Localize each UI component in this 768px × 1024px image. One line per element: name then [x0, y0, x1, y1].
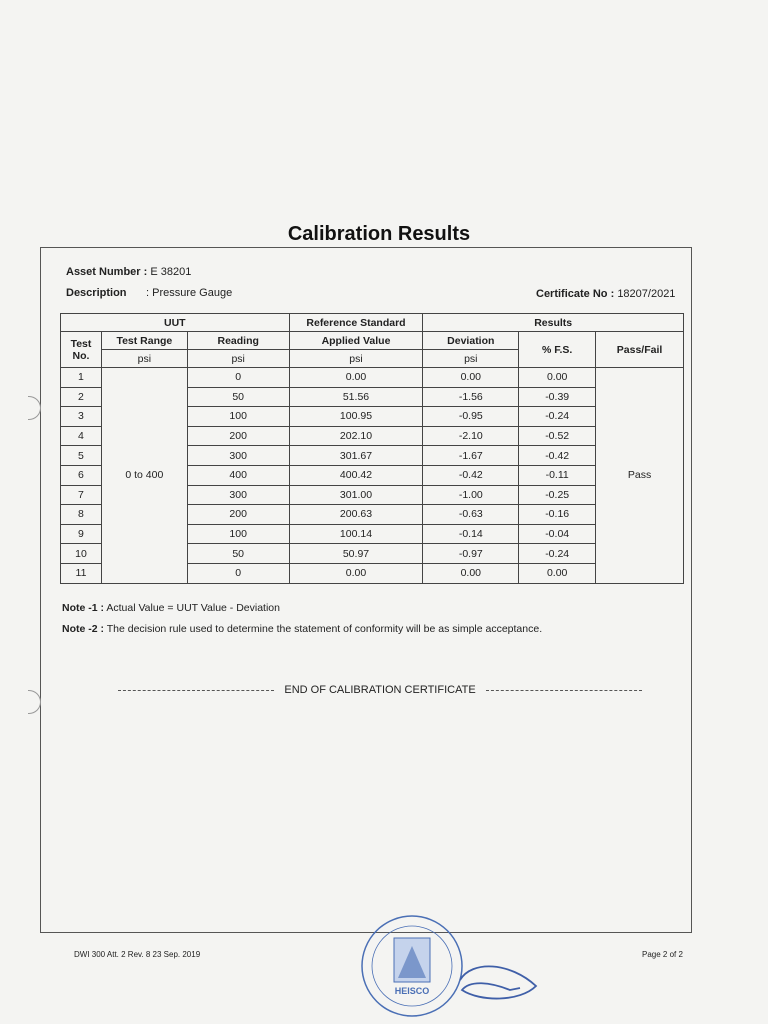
- fs-cell: -0.24: [519, 544, 596, 564]
- deviation-unit: psi: [423, 350, 519, 368]
- table-row: [61, 368, 684, 388]
- dashed-divider-left: [118, 690, 274, 691]
- applied-value-cell: 202.10: [289, 426, 423, 446]
- applied-value-cell: 0.00: [289, 368, 423, 388]
- calibration-table-body: [61, 368, 684, 584]
- fs-cell: 0.00: [519, 563, 596, 583]
- reading-cell: 50: [187, 544, 289, 564]
- fs-cell: -0.42: [519, 446, 596, 466]
- end-of-certificate-text: END OF CALIBRATION CERTIFICATE: [284, 684, 476, 696]
- note-1: [62, 602, 280, 614]
- reading-header: Reading: [187, 332, 289, 350]
- test-no-cell: 6: [61, 465, 102, 485]
- fs-cell: -0.25: [519, 485, 596, 505]
- reading-cell: 100: [187, 407, 289, 427]
- fs-header: % F.S.: [519, 332, 596, 368]
- dashed-divider-right: [486, 690, 642, 691]
- fs-cell: -0.52: [519, 426, 596, 446]
- description: [66, 287, 232, 299]
- applied-value-cell: 50.97: [289, 544, 423, 564]
- asset-number: [66, 266, 191, 278]
- test-range-unit: psi: [101, 350, 187, 368]
- fs-cell: -0.24: [519, 407, 596, 427]
- applied-value-cell: 100.95: [289, 407, 423, 427]
- deviation-cell: 0.00: [423, 368, 519, 388]
- test-range-cell: 0 to 400: [101, 368, 187, 584]
- deviation-cell: -0.95: [423, 407, 519, 427]
- reading-unit: psi: [187, 350, 289, 368]
- note-2: [62, 623, 542, 635]
- footer-document-ref: DWI 300 Att. 2 Rev. 8 23 Sep. 2019: [74, 950, 201, 959]
- reading-cell: 200: [187, 505, 289, 525]
- reading-cell: 50: [187, 387, 289, 407]
- asset-number-label: Asset Number :: [66, 266, 148, 278]
- test-range-header: Test Range: [101, 332, 187, 350]
- certificate-number-value: 18207/2021: [617, 288, 676, 300]
- test-no-cell: 11: [61, 563, 102, 583]
- reading-cell: 0: [187, 368, 289, 388]
- test-no-cell: 3: [61, 407, 102, 427]
- test-no-cell: 4: [61, 426, 102, 446]
- calibration-table: [60, 313, 684, 584]
- deviation-cell: -0.14: [423, 524, 519, 544]
- deviation-cell: -2.10: [423, 426, 519, 446]
- page-title: Calibration Results: [287, 223, 471, 245]
- reading-cell: 300: [187, 446, 289, 466]
- test-no-cell: 10: [61, 544, 102, 564]
- applied-value-header: Applied Value: [289, 332, 423, 350]
- reading-cell: 100: [187, 524, 289, 544]
- note-1-label: Note -1 :: [62, 602, 104, 614]
- fs-cell: -0.11: [519, 465, 596, 485]
- results-group-header: Results: [423, 314, 684, 332]
- reading-cell: 200: [187, 426, 289, 446]
- fs-cell: -0.39: [519, 387, 596, 407]
- company-stamp: [360, 910, 560, 1024]
- signature-scribble: [460, 966, 536, 998]
- reference-group-header: Reference Standard: [289, 314, 423, 332]
- asset-number-value: E 38201: [150, 266, 192, 278]
- uut-group-header: UUT: [61, 314, 290, 332]
- test-no-cell: 2: [61, 387, 102, 407]
- test-no-cell: 1: [61, 368, 102, 388]
- deviation-cell: -1.67: [423, 446, 519, 466]
- deviation-cell: -0.42: [423, 465, 519, 485]
- reading-cell: 300: [187, 485, 289, 505]
- test-no-cell: 5: [61, 446, 102, 466]
- certificate-number-label: Certificate No :: [536, 288, 615, 300]
- deviation-cell: -0.97: [423, 544, 519, 564]
- test-no-header: Test No.: [61, 332, 102, 368]
- applied-value-cell: 400.42: [289, 465, 423, 485]
- deviation-cell: -1.00: [423, 485, 519, 505]
- deviation-cell: -0.63: [423, 505, 519, 525]
- test-no-cell: 7: [61, 485, 102, 505]
- applied-value-unit: psi: [289, 350, 423, 368]
- applied-value-cell: 200.63: [289, 505, 423, 525]
- pass-fail-cell: Pass: [596, 368, 684, 584]
- applied-value-cell: 0.00: [289, 563, 423, 583]
- fs-cell: -0.04: [519, 524, 596, 544]
- note-2-label: Note -2 :: [62, 623, 104, 635]
- fs-cell: 0.00: [519, 368, 596, 388]
- description-label: Description: [66, 287, 127, 299]
- test-no-cell: 8: [61, 505, 102, 525]
- applied-value-cell: 51.56: [289, 387, 423, 407]
- fs-cell: -0.16: [519, 505, 596, 525]
- pass-fail-header: Pass/Fail: [596, 332, 684, 368]
- deviation-cell: 0.00: [423, 563, 519, 583]
- deviation-header: Deviation: [423, 332, 519, 350]
- end-of-certificate: [118, 684, 642, 696]
- test-no-cell: 9: [61, 524, 102, 544]
- note-1-text: Actual Value = UUT Value - Deviation: [106, 602, 280, 614]
- certificate-number: [536, 288, 675, 300]
- applied-value-cell: 301.67: [289, 446, 423, 466]
- applied-value-cell: 301.00: [289, 485, 423, 505]
- applied-value-cell: 100.14: [289, 524, 423, 544]
- reading-cell: 400: [187, 465, 289, 485]
- reading-cell: 0: [187, 563, 289, 583]
- deviation-cell: -1.56: [423, 387, 519, 407]
- stamp-label: HEISCO: [394, 986, 430, 996]
- note-2-text: The decision rule used to determine the statement of conformity will be as simple acceptance.: [106, 623, 543, 635]
- footer-page-number: Page 2 of 2: [642, 950, 683, 959]
- description-value: : Pressure Gauge: [146, 287, 233, 299]
